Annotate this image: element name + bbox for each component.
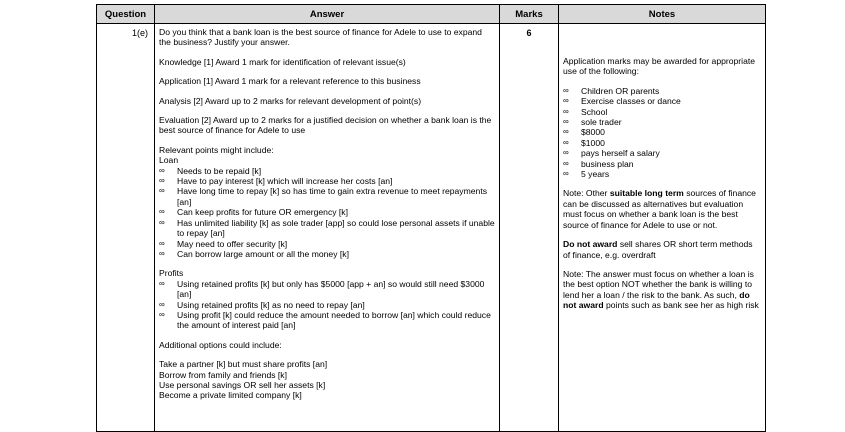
relevant-points-intro: Relevant points might include: xyxy=(159,144,274,155)
note-emphasis: do not award xyxy=(563,289,750,311)
header-question: Question xyxy=(97,5,155,24)
notes-cell xyxy=(559,24,766,432)
note-text: Note: The answer must focus on whether a loan is the best option NOT whether the bank is willing to lend her a loan / the risk to the bank. As such, xyxy=(563,268,754,300)
list-item: ∞ Using retained profits [k] as no need to repay [an] xyxy=(159,300,495,310)
additional-option: Take a partner [k] but must share profits [an] xyxy=(159,359,328,370)
list-item: ∞ Needs to be repaid [k] xyxy=(159,166,495,176)
list-item: ∞ Have long time to repay [k] so has time to gain extra revenue to meet repayments [an] xyxy=(159,186,495,207)
list-item: ∞ Exercise classes or dance xyxy=(563,96,761,106)
additional-option: Use personal savings OR sell her assets [k] xyxy=(159,379,326,390)
note-text: sources of finance can be discussed as alternatives but evaluation must focus on whether a bank loan is the best source of finance for Adele to use or not. xyxy=(563,188,756,230)
note-long-term-sources xyxy=(563,188,761,230)
header-row xyxy=(97,5,766,24)
mark-scheme-table xyxy=(96,4,766,432)
criterion-knowledge: Knowledge [1] Award 1 mark for identification of relevant issue(s) xyxy=(159,56,406,67)
list-item: ∞ Using profit [k] could reduce the amount needed to borrow [an] which could reduce the amount of interest paid [an] xyxy=(159,310,495,331)
marks-value: 6 xyxy=(500,24,559,432)
additional-option: Become a private limited company [k] xyxy=(159,390,302,401)
list-item: ∞ pays herself a salary xyxy=(563,148,761,158)
notes-application-list xyxy=(563,86,761,180)
table-row xyxy=(97,24,766,432)
list-item: ∞ 5 years xyxy=(563,169,761,179)
note-text: points such as bank see her as high risk xyxy=(603,300,759,311)
list-item: ∞ $1000 xyxy=(563,138,761,148)
note-focus xyxy=(563,269,761,311)
list-item: ∞ Have to pay interest [k] which will increase her costs [an] xyxy=(159,176,495,186)
loan-heading: Loan xyxy=(159,155,179,166)
answer-prompt: Do you think that a bank loan is the best source of finance for Adele to use to expand the business? Justify your answer. xyxy=(159,27,482,48)
question-number: 1(e) xyxy=(97,24,155,432)
profits-heading: Profits xyxy=(159,268,184,279)
list-item: ∞ Has unlimited liability [k] as sole trader [app] so could lose personal assets if unable to repay [an] xyxy=(159,218,495,239)
header-answer: Answer xyxy=(155,5,500,24)
header-notes: Notes xyxy=(559,5,766,24)
additional-option: Borrow from family and friends [k] xyxy=(159,369,287,380)
criterion-application: Application [1] Award 1 mark for a relevant reference to this business xyxy=(159,76,421,87)
loan-points-list xyxy=(159,166,495,260)
header-marks: Marks xyxy=(500,5,559,24)
note-emphasis: Do not award xyxy=(563,239,618,250)
notes-application-intro: Application marks may be awarded for appropriate use of the following: xyxy=(563,56,756,77)
list-item: ∞ Children OR parents xyxy=(563,86,761,96)
additional-options-intro: Additional options could include: xyxy=(159,339,282,350)
list-item: ∞ Using retained profits [k] but only has $5000 [app + an] so would still need $3000 [an] xyxy=(159,279,495,300)
criterion-evaluation: Evaluation [2] Award up to 2 marks for a justified decision on whether a bank loan is the best source of finance for Adele to use xyxy=(159,115,492,136)
note-emphasis: suitable long term xyxy=(609,188,684,199)
list-item: ∞ sole trader xyxy=(563,117,761,127)
list-item: ∞ Can borrow large amount or all the money [k] xyxy=(159,249,495,259)
note-do-not-award xyxy=(563,239,761,260)
note-text: sell shares OR short term methods of finance, e.g. overdraft xyxy=(563,239,753,260)
list-item: ∞ School xyxy=(563,107,761,117)
profits-points-list xyxy=(159,279,495,331)
note-text: Note: Other xyxy=(563,188,610,199)
list-item: ∞ May need to offer security [k] xyxy=(159,239,495,249)
answer-cell xyxy=(155,24,500,432)
list-item: ∞ Can keep profits for future OR emergency [k] xyxy=(159,207,495,217)
criterion-analysis: Analysis [2] Award up to 2 marks for relevant development of point(s) xyxy=(159,95,422,106)
list-item: ∞ $8000 xyxy=(563,127,761,137)
list-item: ∞ business plan xyxy=(563,159,761,169)
